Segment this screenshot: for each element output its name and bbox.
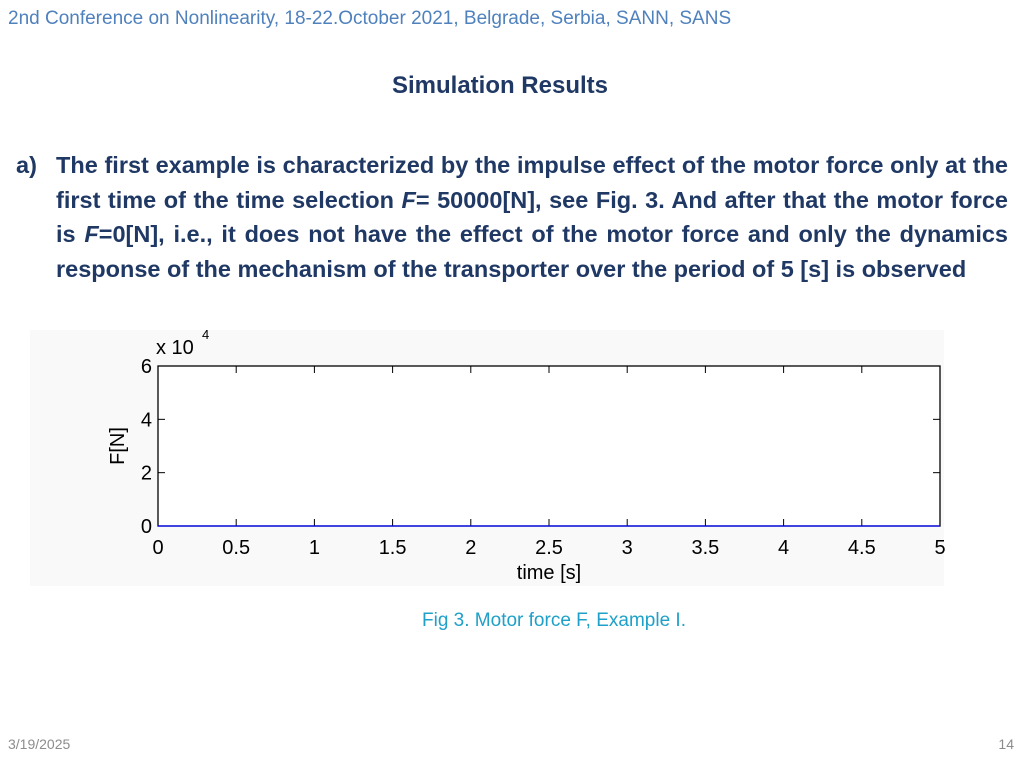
y-tick-label: 2 [140, 462, 152, 485]
y-tick-label: 4 [140, 409, 152, 432]
slide-title: Simulation Results [391, 72, 609, 99]
y-tick-label: 0 [140, 516, 152, 538]
plot-area [158, 366, 940, 526]
conference-header: 2nd Conference on Nonlinearity, 18-22.October 2021, Belgrade, Serbia, SANN, SANS [8, 8, 732, 29]
x-axis-label: time [s] [516, 562, 582, 584]
x-tick-label: 5 [934, 537, 946, 559]
y-tick-label: 6 [140, 356, 152, 378]
x-tick-label: 2.5 [535, 537, 563, 559]
variable-f-2: F [84, 221, 99, 247]
slide-date: 3/19/2025 [8, 736, 71, 752]
x-tick-label: 0.5 [222, 537, 251, 559]
slide-number: 14 [998, 736, 1014, 752]
x-tick-label: 1 [308, 537, 320, 559]
motor-force-chart [30, 327, 946, 586]
variable-f-1: F [401, 186, 416, 213]
x-tick-label: 3 [621, 537, 633, 559]
x-tick-label: 4.5 [847, 537, 876, 559]
y-multiplier-label: x 10 [156, 337, 194, 359]
text-part-2: = 50000[N], see Fig. 3. And after that the motor force is [56, 186, 1008, 247]
x-tick-label: 2 [465, 537, 477, 559]
motor-force-figure [30, 327, 946, 586]
x-tick-label: 3.5 [691, 537, 720, 559]
text-part-1: The first example is characterized by the impulse effect of the motor force only at the first time of the time selection [56, 152, 1008, 213]
figure-caption: Fig 3. Motor force F, Example I. [422, 610, 686, 631]
list-item-a [16, 148, 1008, 286]
x-tick-label: 1.5 [378, 537, 407, 559]
y-axis-label: F[N] [107, 427, 129, 465]
text-part-3: =0[N], i.e., it does not have the effect of the motor force and only the dynamics response of the mechanism of the transporter over the period of 5 [s] is observed [56, 221, 1008, 282]
y-multiplier-exponent: 4 [202, 327, 210, 342]
x-tick-label: 0 [152, 537, 164, 559]
list-item-text [56, 148, 1008, 286]
x-tick-label: 4 [778, 537, 790, 559]
list-marker: a) [16, 152, 37, 178]
